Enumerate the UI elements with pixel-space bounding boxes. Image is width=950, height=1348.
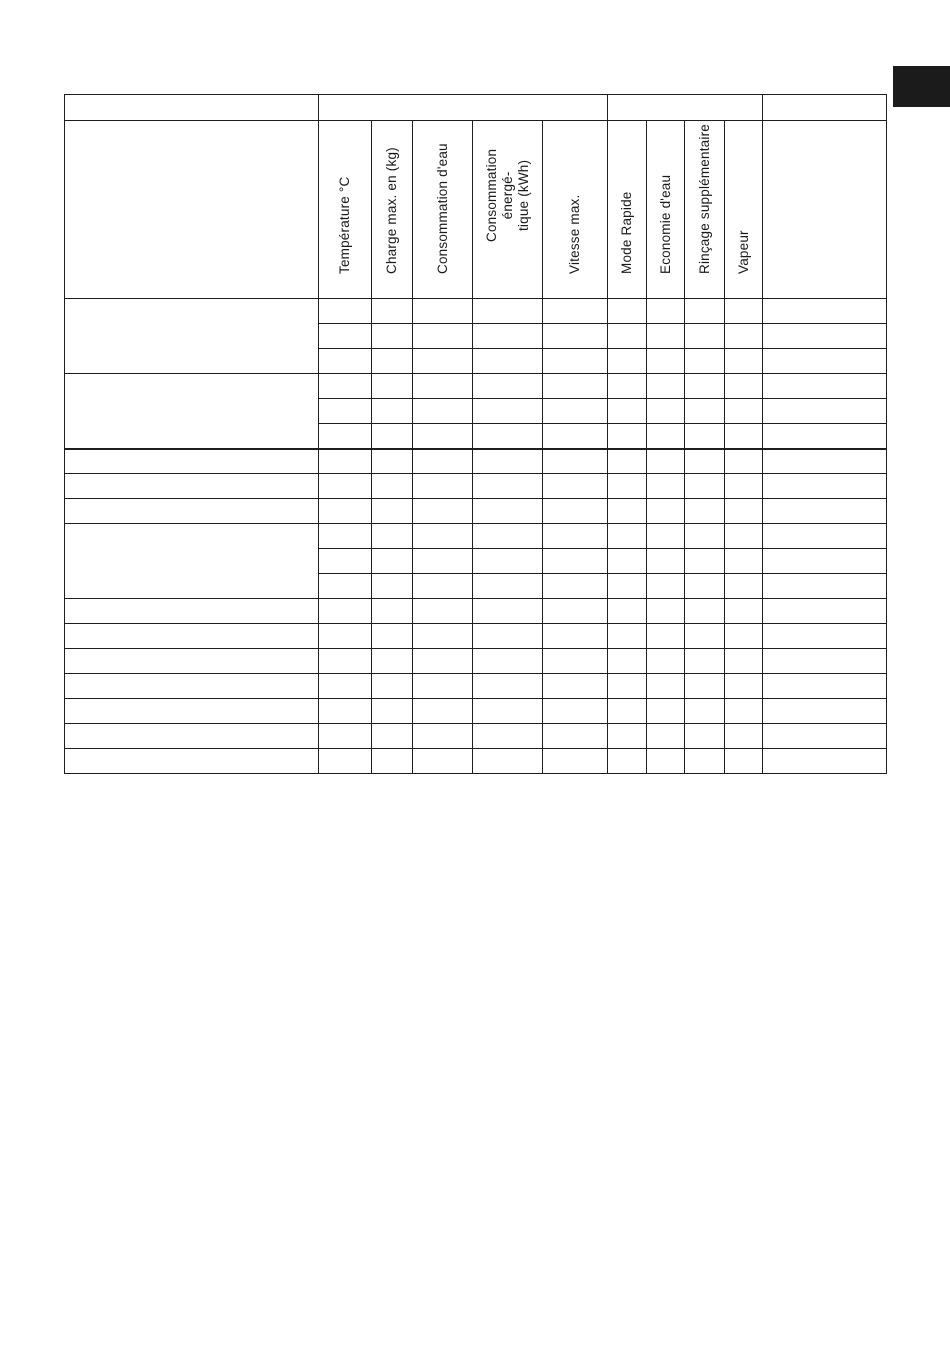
header-max-speed-label: Vitesse max. [567, 194, 583, 274]
header-quick-mode [608, 121, 647, 299]
program-table [64, 94, 887, 774]
program-name-cell [65, 299, 319, 374]
group-header-extra [763, 95, 887, 121]
table-row [65, 674, 887, 699]
group-header-options [608, 95, 763, 121]
header-temperature-label: Température °C [337, 176, 352, 274]
header-program [65, 121, 319, 299]
program-name-cell [65, 599, 319, 624]
header-water-saving [647, 121, 685, 299]
header-extra-rinse [685, 121, 725, 299]
header-temperature [319, 121, 372, 299]
header-energy-consumption [473, 121, 543, 299]
header-notes [763, 121, 887, 299]
group-header-values [319, 95, 608, 121]
program-name-cell [65, 674, 319, 699]
program-name-cell [65, 749, 319, 774]
table-row [65, 699, 887, 724]
program-name-cell [65, 449, 319, 474]
column-header-row [65, 121, 887, 299]
header-water-consumption [413, 121, 473, 299]
header-quick-mode-label: Mode Rapide [619, 191, 635, 274]
table-row [65, 649, 887, 674]
table-row [65, 474, 887, 499]
header-energy-consumption-label: Consommation énergé- tique (kWh) [483, 148, 531, 242]
program-name-cell [65, 524, 319, 599]
header-steam-label: Vapeur [735, 230, 751, 274]
group-header-program [65, 95, 319, 121]
program-name-cell [65, 499, 319, 524]
header-steam [725, 121, 763, 299]
program-name-cell [65, 474, 319, 499]
header-max-load [372, 121, 413, 299]
program-name-cell [65, 724, 319, 749]
table-row [65, 724, 887, 749]
table-row [65, 624, 887, 649]
section-tab-marker [893, 66, 950, 107]
program-name-cell [65, 699, 319, 724]
table-row [65, 524, 887, 549]
program-name-cell [65, 374, 319, 449]
table-row [65, 374, 887, 399]
header-water-consumption-label: Consommation d'eau [434, 143, 450, 274]
program-name-cell [65, 624, 319, 649]
table-row [65, 499, 887, 524]
program-name-cell [65, 649, 319, 674]
table-row [65, 749, 887, 774]
header-max-speed [543, 121, 608, 299]
header-extra-rinse-label: Rinçage supplémentaire [696, 124, 712, 274]
table-row [65, 449, 887, 474]
header-max-load-label: Charge max. en (kg) [384, 147, 399, 274]
table-row [65, 599, 887, 624]
group-header-row [65, 95, 887, 121]
table-row [65, 299, 887, 324]
header-water-saving-label: Economie d'eau [657, 174, 673, 274]
